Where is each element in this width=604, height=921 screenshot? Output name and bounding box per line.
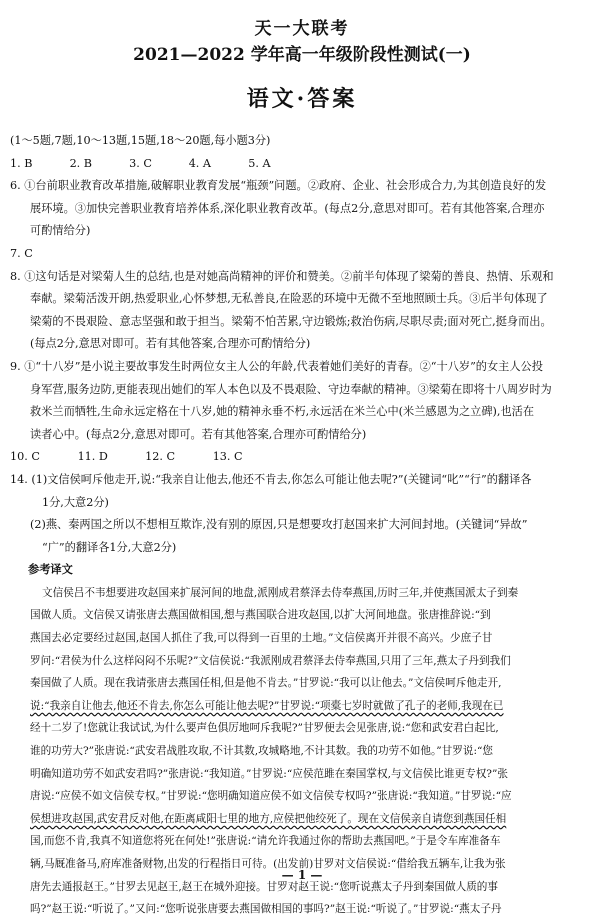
mc-answers-1-5	[10, 153, 596, 176]
subject-title: 语文·答案	[246, 86, 358, 112]
q9-line: 读者心中。(每点2分,意思对即可。若有其他答案,合理亦可酌情给分)	[30, 427, 367, 441]
reference-translation-title: 参考译文	[28, 563, 73, 577]
answer-11: 11. D	[77, 450, 108, 464]
translation-line: 国做人质。文信侯又请张唐去燕国做相国,想与燕国联合进攻赵国,以扩大河间地盘。张唐推辞说:“到	[30, 609, 491, 622]
q8-line: 奉献。梁菊活泼开朗,热爱职业,心怀梦想,无私善良,在险恶的环境中无微不至地照顾士兵。③后半句体现了	[30, 292, 548, 306]
q8-line: 梁菊的不畏艰险、意志坚强和敢于担当。梁菊不怕苦累,守边锻炼;救治伤病,尽职尽责;面对死亡,挺身而出。	[30, 314, 552, 328]
q6-line: 可酌情给分)	[30, 224, 91, 238]
answer-4: 4. A	[188, 156, 211, 170]
answer-2: 2. B	[69, 156, 93, 170]
translation-line: 谁的功劳大?”张唐说:“武安君战胜攻取,不计其数,攻城略地,不计其数。我的功劳不如他。”甘罗说:“您	[30, 745, 494, 758]
answer-3: 3. C	[129, 156, 152, 170]
page-number: — 1 —	[281, 868, 323, 882]
answer-5: 5. A	[248, 156, 271, 170]
q7-answer: 7. C	[10, 246, 33, 260]
answer-10: 10. C	[10, 450, 40, 464]
translation-line: 罗问:“君侯为什么这样闷闷不乐呢?”文信侯说:“我派刚成君蔡泽去侍奉燕国,只用了三年,燕太子丹到我们	[30, 654, 511, 667]
translation-line: 明确知道功劳不如武安君吗?”张唐说:“我知道。”甘罗说:“应侯范雎在秦国掌权,与文信侯比谁更专权?”张	[30, 767, 508, 780]
exam-title: 2021—2022 学年高一年级阶段性测试(一)	[133, 45, 471, 65]
q9-line: 9. ①“十八岁”是小说主要故事发生时两位女主人公的年龄,代表着她们美好的青春。②“十八岁”的女主人公投	[10, 359, 543, 373]
translation-line: 秦国做了人质。现在我请张唐去燕国任相,但是他不肯去。”甘罗说:“我可以让他去。”文信侯呵斥他走开,	[30, 677, 502, 690]
translation-line: 辆,马厩准备马,府库准备财物,出发的行程指日可待。(出发前)甘罗对文信侯说:“借给我五辆车,让我为张	[30, 858, 506, 870]
translation-line: 燕国去必定要经过赵国,赵国人抓住了我,可以得到一百里的土地。”文信侯离开并很不高兴。少庶子甘	[30, 632, 493, 645]
q6-line: 6. ①台前职业教育改革措施,破解职业教育发展“瓶颈”问题。②政府、企业、社会形成合力,为其创造良好的发	[10, 179, 547, 193]
translation-line: 说:“我亲自让他去,他还不肯去,你怎么可能让他去呢?”甘罗说:“项橐七岁时就做了孔子的老师,我现在已	[30, 699, 504, 712]
q8-line: 8. ①这句话是对梁菊人生的总结,也是对她高尚精神的评价和赞美。②前半句体现了梁菊的善良、热情、乐观和	[10, 269, 554, 283]
translation-line: 文信侯吕不韦想要进攻赵国来扩展河间的地盘,派刚成君蔡泽去侍奉燕国,历时三年,并使燕国派太子到秦	[42, 586, 519, 599]
translation-line: 国,而您不肯,我真不知道您将死在何处!”张唐说:“请允许我通过你的帮助去燕国吧。”于是令车库准备车	[30, 835, 501, 848]
answer-body	[10, 130, 596, 921]
q14-line: (2)燕、秦两国之所以不想相互欺诈,没有别的原因,只是想要攻打赵国来扩大河间封地。(关键词“异故”	[30, 518, 528, 532]
translation-line: 唐先去通报赵王。”甘罗去见赵王,赵王在城外迎接。甘罗对赵王说:“您听说燕太子丹到秦国做人质的事	[30, 880, 498, 893]
answer-1: 1. B	[10, 156, 33, 170]
translation-line: 吗?”赵王说:“听说了。”又问:“您听说张唐要去燕国做相国的事吗?”赵王说:“听说了。”甘罗说:“燕太子丹	[30, 903, 502, 916]
translation-line: 经十二岁了!您就让我试试,为什么要声色俱厉地呵斥我呢?”甘罗便去会见张唐,说:“您和武安君白起比,	[30, 722, 499, 735]
q9-line: 救米兰而牺牲,生命永远定格在十八岁,她的精神永垂不朽,永远活在米兰心中(米兰感恩为之立碑),也活在	[30, 405, 535, 419]
mc-answers-10-13	[10, 446, 596, 469]
q8-line: (每点2分,意思对即可。若有其他答案,合理亦可酌情给分)	[30, 337, 311, 351]
q14-line: 14. (1)文信侯呵斥他走开,说:“我亲自让他去,他还不肯去,你怎么可能让他去呢?”(关键词“叱”“行”的翻译各	[10, 472, 532, 486]
translation-line: 侯想进攻赵国,武安君反对他,在距离咸阳七里的地方,应侯把他绞死了。现在文信侯亲自请您到燕国任相	[30, 812, 507, 825]
q14-line: 1分,大意2分)	[42, 495, 109, 509]
q14-line: “广”的翻译各1分,大意2分)	[42, 540, 177, 554]
q9-line: 身军营,服务边防,更能表现出她们的军人本色以及不畏艰险、守边奉献的精神。③梁菊在即将十八周岁时为	[30, 382, 552, 396]
answer-12: 12. C	[145, 450, 176, 464]
answer-13: 13. C	[212, 450, 243, 464]
org-title: 天一大联考	[254, 19, 350, 39]
q6-line: 展环境。③加快完善职业教育培养体系,深化职业教育改革。(每点2分,意思对即可。若有其他答案,合理亦	[30, 201, 545, 215]
mc-score-note: (1～5题,7题,10～13题,15题,18～20题,每小题3分)	[10, 134, 271, 147]
translation-line: 唐说:“应侯不如文信侯专权。”甘罗说:“您明确知道应侯不如文信侯专权吗?”张唐说:“我知道。”甘罗说:“应	[30, 790, 512, 803]
